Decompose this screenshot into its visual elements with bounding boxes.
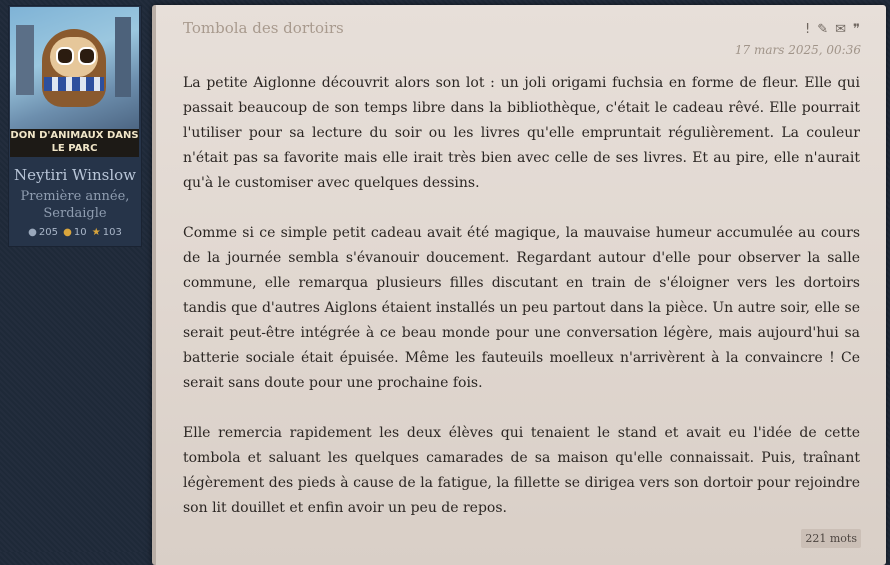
author-rank (9, 188, 141, 222)
paragraph: La petite Aiglonne découvrit alors son lot : un joli origami fuchsia en forme de fleur. Elle qui passait beaucoup de son temps libre dans la bibliothèque, c'était le cadeau rêvé. Elle pourrait l'utiliser pour sa lecture du soir ou les livres qu'elle empruntait régulièrement. La couleur n'était pas sa favorite mais elle irait très bien avec celle de ses livres. Et au pire, elle n'aurait qu'à le customiser avec quelques dessins. (183, 75, 860, 191)
avatar[interactable] (10, 7, 139, 157)
avatar-banner: DON D'ANIMAUX DANS LE PARC (10, 129, 139, 157)
report-icon[interactable]: ! (804, 22, 811, 37)
rank-house: Serdaigle (43, 206, 107, 221)
chat-bubble-icon: ● (28, 227, 37, 238)
castle-tower-left (16, 25, 34, 95)
owl-eye-left (56, 47, 74, 65)
word-count-badge: 221 mots (801, 529, 861, 548)
author-stats (9, 227, 141, 238)
post-actions (805, 22, 860, 37)
message-count: 205 (38, 227, 58, 238)
paragraph: Comme si ce simple petit cadeau avait été magique, la mauvaise humeur accumulée au cours de la journée sembla s'évanouir doucement. Regardant autour d'elle pour observer la salle commune, elle remarqua plusieurs filles discutant en train de s'éloigner vers les dortoirs tandis que d'autres Aiglons étaient installés un peu partout dans la pièce. Un autre soir, elle se serait peut-être intégrée à ce beau monde pour une conversation légère, mais aujourd'hui sa batterie sociale était épuisée. Même les fauteuils moelleux n'arrivèrent à la convaincre ! Ce serait sans doute pour une prochaine fois. (183, 225, 860, 391)
rank-year: Première année, (20, 189, 130, 204)
post-title[interactable]: Tombola des dortoirs (183, 19, 344, 37)
star-count: 103 (102, 227, 122, 238)
post-content (183, 71, 860, 546)
paragraph: Elle remercia rapidement les deux élèves qui tenaient le stand et avait eu l'idée de cette tombola et saluant les quelques camarades de sa maison qu'elle connaissait. Puis, traînant légèrement des pieds à cause de la fatigue, la fillette se dirigea vers son dortoir pour rejoindre son lit douillet et enfin avoir un peu de repos. (183, 425, 860, 516)
owl-eye-right (78, 47, 96, 65)
post-card (152, 5, 886, 565)
owl-scarf (44, 77, 104, 91)
quote-icon[interactable]: ❞ (853, 22, 860, 37)
author-name[interactable]: Neytiri Winslow (13, 166, 136, 184)
author-profile (8, 5, 142, 247)
castle-tower-right (115, 17, 131, 97)
edit-icon[interactable]: ✎ (817, 22, 829, 37)
message-icon[interactable]: ✉ (835, 22, 846, 37)
post-date: 17 mars 2025, 00:36 (734, 43, 861, 57)
star-icon: ★ (91, 227, 101, 238)
coin-icon: ● (63, 227, 72, 238)
coin-count: 10 (73, 227, 87, 238)
